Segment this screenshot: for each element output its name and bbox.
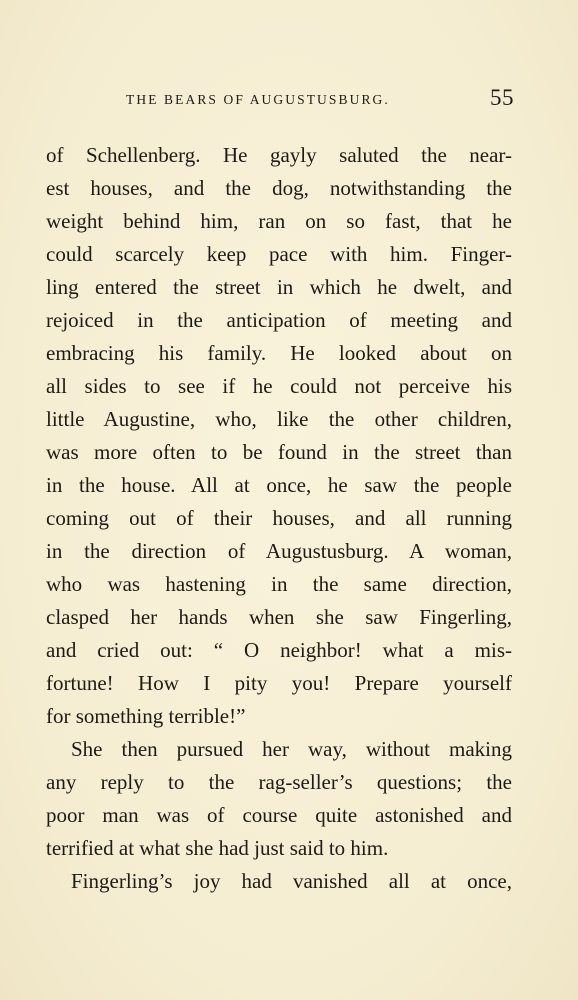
text-line: terrified at what she had just said to him. xyxy=(46,836,389,860)
text-line: little Augustine, who, like the other children, xyxy=(46,407,512,431)
text-line: est houses, and the dog, notwithstanding the xyxy=(46,176,512,200)
text-line: coming out of their houses, and all running xyxy=(46,506,512,530)
text-line: could scarcely keep pace with him. Finger- xyxy=(46,242,512,266)
page-number: 55 xyxy=(490,85,514,110)
text-line: who was hastening in the same direction, xyxy=(46,572,512,596)
text-line: in the house. All at once, he saw the people xyxy=(46,473,512,497)
text-line: weight behind him, ran on so fast, that he xyxy=(46,209,512,233)
text-line: for something terrible!” xyxy=(46,704,246,728)
text-line: poor man was of course quite astonished and xyxy=(46,803,512,827)
running-title: THE BEARS OF AUGUSTUSBURG. xyxy=(126,92,390,107)
text-line: was more often to be found in the street than xyxy=(46,440,512,464)
text-line: clasped her hands when she saw Fingerling, xyxy=(46,605,512,629)
text-line: She then pursued her way, without making xyxy=(71,737,512,761)
text-line: ling entered the street in which he dwelt, and xyxy=(46,275,512,299)
running-head xyxy=(46,85,514,113)
text-line: all sides to see if he could not perceive his xyxy=(46,374,512,398)
text-line: any reply to the rag-seller’s questions; the xyxy=(46,770,512,794)
text-line: of Schellenberg. He gayly saluted the near- xyxy=(46,143,512,167)
text-line: fortune! How I pity you! Prepare yourself xyxy=(46,671,512,695)
body-text xyxy=(46,139,512,898)
text-line: Fingerling’s joy had vanished all at once, xyxy=(71,869,512,893)
text-line: in the direction of Augustusburg. A woman, xyxy=(46,539,512,563)
text-line: embracing his family. He looked about on xyxy=(46,341,512,365)
text-line: and cried out: “ O neighbor! what a mis- xyxy=(46,638,512,662)
text-line: rejoiced in the anticipation of meeting and xyxy=(46,308,512,332)
